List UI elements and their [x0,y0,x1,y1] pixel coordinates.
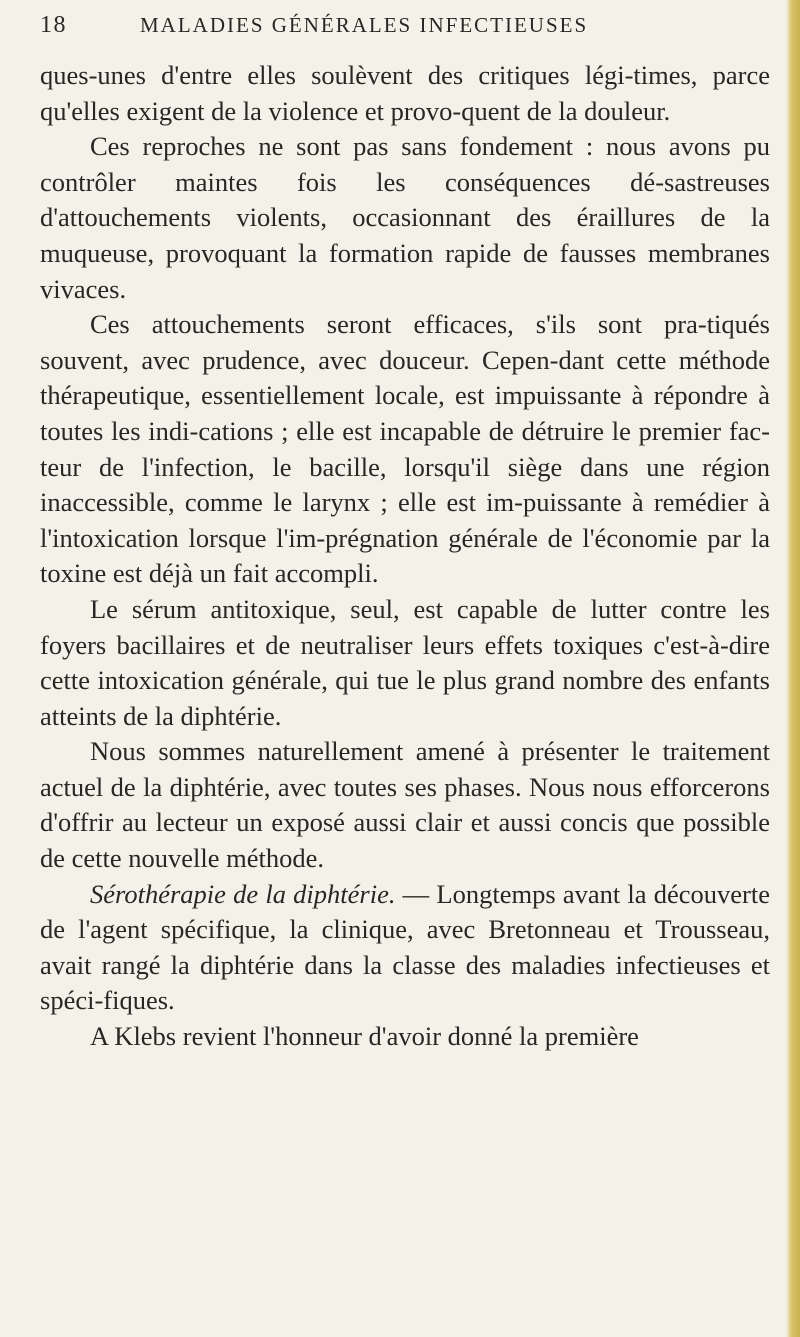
paragraph-serum: Le sérum antitoxique, seul, est capable de lutter contre les foyers bacillaires et de neutraliser leurs effets toxiques c'est-à-dire cette intoxication générale, qui tue le plus grand nombre des enfants atteints de la diphtérie. [40,593,770,731]
running-title: MALADIES GÉNÉRALES INFECTIEUSES [140,13,589,37]
section-heading-italic: Sérothérapie de la diphtérie. [90,878,396,909]
paragraph-serotherapie [40,877,770,1019]
running-head [40,12,770,52]
paragraph-treatment: Nous sommes naturellement amené à présenter le traitement actuel de la diphtérie, avec toutes ses phases. Nous nous efforcerons d'offrir au lecteur un exposé aussi clair et aussi concis que possible de cette nouvelle méthode. [40,736,770,874]
paragraph-klebs: A Klebs revient l'honneur d'avoir donné la première [90,1021,639,1052]
page-edge [786,0,800,1337]
body-text [40,58,770,1055]
paragraph-reproaches: Ces reproches ne sont pas sans fondement : nous avons pu contrôler maintes fois les conséquences dé-sastreuses d'attouchements violents, occasionnant des éraillures de la muqueuse, provoquant la formation rapide de fausses membranes vivaces. [40,131,770,304]
page-number: 18 [40,12,67,38]
paragraph-attouchements: Ces attouchements seront efficaces, s'ils sont pra-tiqués souvent, avec prudence, avec douceur. Cepen-dant cette méthode thérapeutique, essentiellement locale, est impuissante à répondre à toutes les indi-cations ; elle est incapable de détruire le premier fac-teur de l'infection, le bacille, lorsqu'il siège dans une région inaccessible, comme le larynx ; elle est im-puissante à remédier à l'intoxication lorsque l'im-prégnation générale de l'économie par la toxine est déjà un fait accompli. [40,309,770,589]
book-page [40,12,770,1055]
paragraph-continuation: ques-unes d'entre elles soulèvent des critiques légi-times, parce qu'elles exigent de la violence et provo-quent de la douleur. [40,60,770,126]
section-text: — Longtemps avant la découverte de l'agent spécifique, la clinique, avec Bretonneau et Trousseau, avait rangé la diphtérie dans la classe des maladies infectieuses et spéci-fiques. [40,878,771,1016]
